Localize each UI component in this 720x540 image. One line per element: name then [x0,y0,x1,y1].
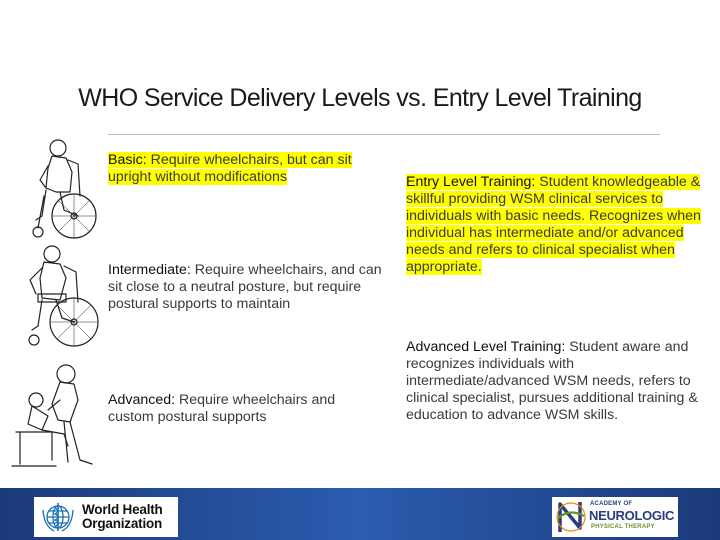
advanced-label: Advanced: [108,392,176,408]
slide-title: WHO Service Delivery Levels vs. Entry Level Training [78,84,642,112]
anpt-top-text: ACADEMY OF [590,501,633,507]
intermediate-text: Require wheelchairs, and can sit close to a neutral posture, but require postural supports to maintain [108,262,382,312]
anpt-sub-text: PHYSICAL THERAPY [591,524,655,530]
basic-text: Require wheelchairs, but can sit upright without modifications [108,152,352,185]
anpt-main-text: NEUROLOGIC [589,508,675,523]
title-divider [108,134,660,135]
entry-label: Entry Level Training: [406,174,536,190]
advanced-level-training [406,339,706,424]
who-line1: World Health [82,502,163,517]
anpt-logo-icon [556,498,586,536]
who-emblem-icon [40,500,76,534]
intermediate-level-description [108,262,398,313]
anpt-logo [552,497,678,537]
wheelchair-user-basic-icon [8,136,104,244]
entry-text: Student knowledgeable & skillful providing WSM clinical services to individuals with basic needs. Recognizes when individual has intermediate and/or advanced needs and refers to clinical specialist when appropriate. [406,174,701,275]
entry-highlight [406,174,701,275]
who-logo [34,497,178,537]
basic-label: Basic: [108,152,147,168]
wheelchair-user-intermediate-icon [8,238,104,350]
advanced-text-line1: Require wheelchairs and [175,392,336,408]
entry-level-training [406,174,706,276]
seated-child-with-caregiver-icon [8,360,104,470]
advanced-text-line2: custom postural supports [108,409,267,425]
who-line2: Organization [82,516,163,531]
basic-highlight [108,152,352,185]
who-wordmark [82,503,163,531]
basic-level-description [108,152,398,186]
advanced-training-text: Student aware and recognizes individuals with intermediate/advanced WSM needs, refers to clinical specialist, pursues additional training & education to advance WSM skills. [406,339,698,423]
advanced-level-description [108,392,398,426]
intermediate-label: Intermediate: [108,262,191,278]
advanced-training-label: Advanced Level Training: [406,339,566,355]
